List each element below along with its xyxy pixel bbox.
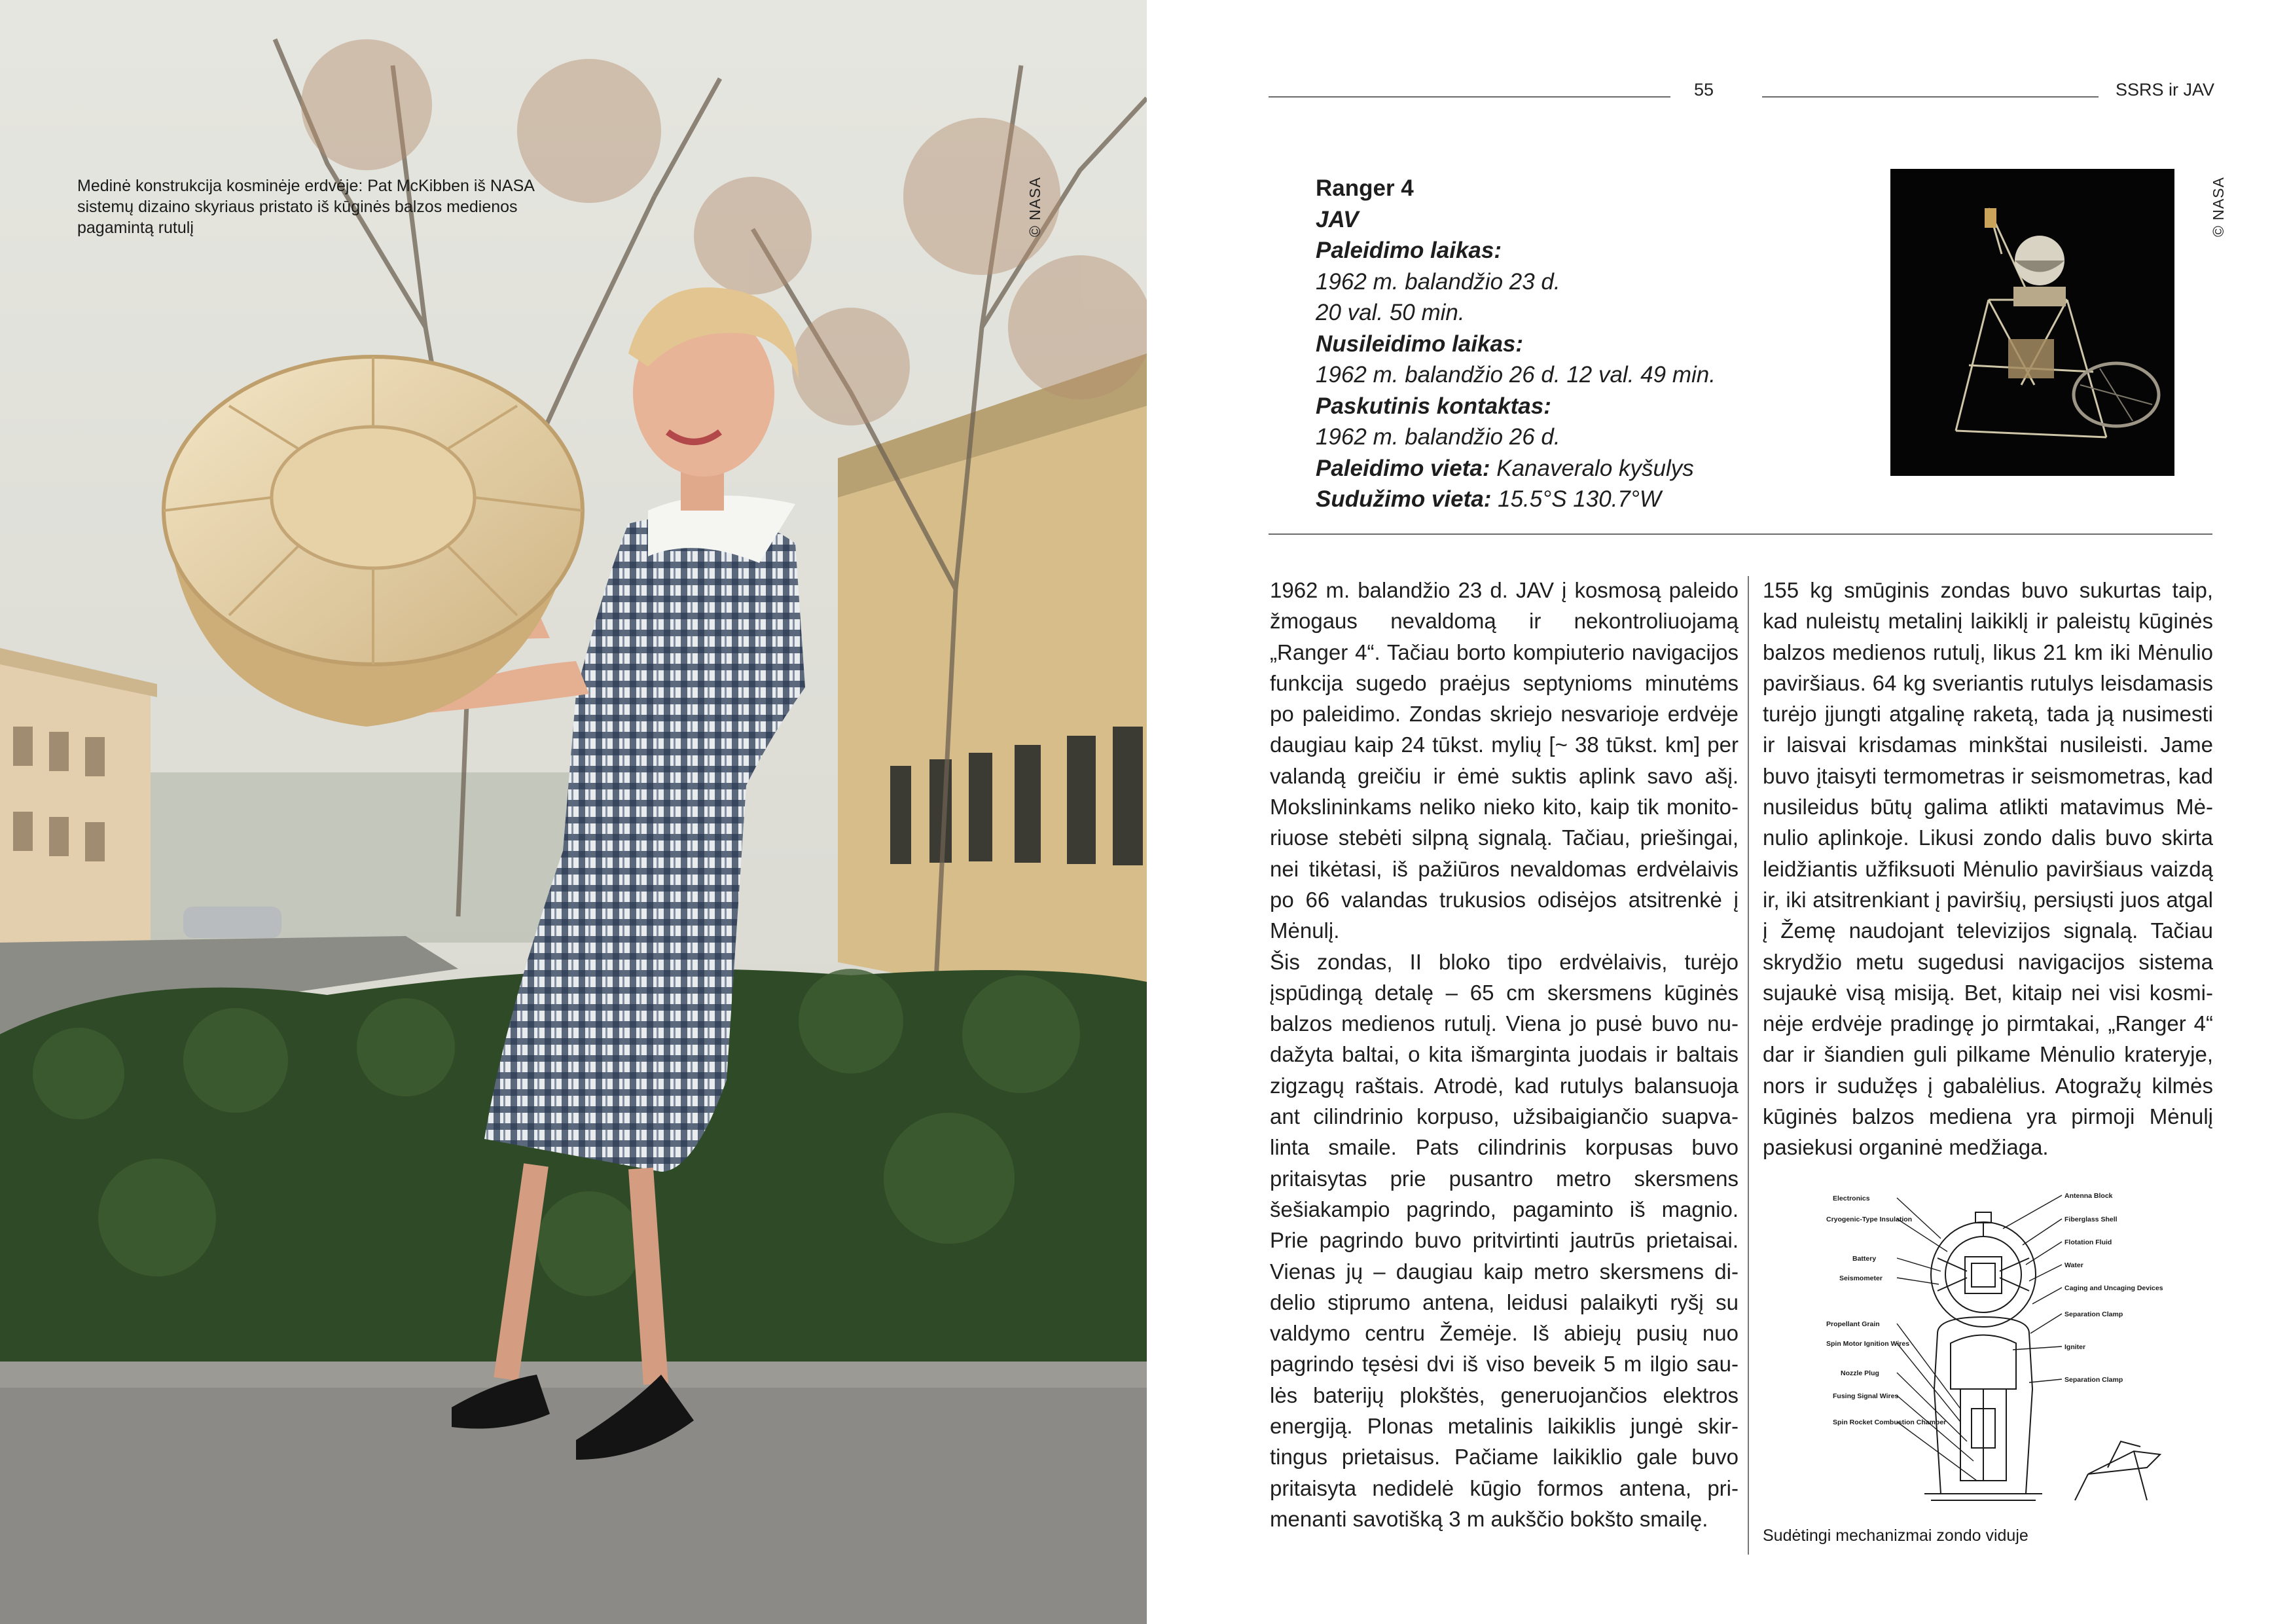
launch-date: 1962 m. balandžio 23 d. xyxy=(1316,268,1560,295)
contact-label: Paskutinis kontaktas: xyxy=(1316,393,1551,419)
ranger-probe-photo xyxy=(1890,169,2174,476)
spec-bottom-rule xyxy=(1269,533,2212,535)
photo-credit: © NASA xyxy=(1026,177,1043,237)
diagram-label: Antenna Block xyxy=(2064,1193,2113,1200)
body-column-left xyxy=(1270,575,1739,1534)
launch-label: Paleidimo laikas: xyxy=(1316,238,1502,263)
paragraph: 1962 m. balandžio 23 d. JAV į kosmosą paleido žmogaus nevaldomą ir nekontroliuojamą „Ranger 4“. Tačiau borto kompiuterio navigacijos funkcija sugedo praėjus septynioms minutėms po paleidimo. Zondas skriejo nesvarioje erdvėje daugiau kaip 24 tūkst. mylių [~ 38 tūkst. km] per valandą greičiu ir ėmė suktis aplink savo ašį. Mokslininkams neliko nieko kito, kaip tik monitoriuose stebėti silpną signalą. Tačiau, priešingai, nei tikėtasi, iš pažiūros nevaldomas erdvėlaivis po 66 valandas trukusios odisėjos atsitrenkė į Mėnulį. xyxy=(1270,578,1739,943)
diagram-label: Nozzle Plug xyxy=(1841,1369,1879,1377)
photo-caption: Medinė konstrukcija kosminėje erdvėje: Pat McKibben iš NASA sistemų dizaino skyriaus pristato iš kūginės balzos medienos pagamintą rutulį xyxy=(77,177,534,237)
column-divider xyxy=(1748,576,1749,1555)
header-rule-left xyxy=(1269,96,1670,98)
diagram-label: Fiberglass Shell xyxy=(2064,1216,2118,1223)
crash-value: 15.5°S 130.7°W xyxy=(1498,486,1661,512)
diagram-label: Cryogenic-Type Insulation xyxy=(1826,1216,1913,1223)
diagram-label: Flotation Fluid xyxy=(2064,1238,2112,1246)
landing-label: Nusileidimo laikas: xyxy=(1316,331,1524,357)
site-label: Paleidimo vieta: xyxy=(1316,455,1490,481)
diagram-label: Igniter xyxy=(2064,1343,2086,1351)
page-number: 55 xyxy=(1694,80,1714,99)
mission-spec xyxy=(1316,173,1905,515)
section-title: SSRS ir JAV xyxy=(2116,80,2215,99)
diagram-label: Separation Clamp xyxy=(2064,1310,2123,1318)
diagram-label: Fusing Signal Wires xyxy=(1833,1392,1899,1400)
diagram-label: Separation Clamp xyxy=(2064,1376,2123,1384)
diagram-label: Water xyxy=(2064,1261,2083,1269)
probe-photo-credit: © NASA xyxy=(2210,177,2227,237)
landing-value: 1962 m. balandžio 26 d. 12 val. 49 min. xyxy=(1316,362,1716,388)
country: JAV xyxy=(1316,206,1359,232)
body-column-right xyxy=(1763,575,2213,1163)
diagram-label: Battery xyxy=(1852,1255,1877,1263)
site-value: Kanaveralo kyšulys xyxy=(1496,455,1694,481)
header-rule-right xyxy=(1762,96,2099,98)
diagram-label: Caging and Uncaging Devices xyxy=(2064,1284,2163,1292)
diagram-label: Seismometer xyxy=(1839,1274,1883,1282)
launch-time: 20 val. 50 min. xyxy=(1316,300,1465,325)
diagram-label: Electronics xyxy=(1833,1195,1870,1202)
diagram-label: Spin Rocket Combustion Chamber xyxy=(1833,1418,1947,1426)
probe-name: Ranger 4 xyxy=(1316,175,1414,201)
probe-cutaway-diagram xyxy=(1826,1193,2180,1520)
diagram-label: Propellant Grain xyxy=(1826,1320,1880,1328)
contact-value: 1962 m. balandžio 26 d. xyxy=(1316,424,1560,450)
crash-label: Sudužimo vieta: xyxy=(1316,486,1492,512)
paragraph: 155 kg smūginis zondas buvo sukurtas taip, kad nuleistų metalinį laikiklį ir paleistų kūginės balzos medienos rutulį, likus 21 km iki Mėnulio paviršiaus. 64 kg sveriantis rutulys leisdamasis turėjo įjungti atgalinę raketą, tada ją nusimesti ir laisvai krisdamas minkštai nusileisti. Jame buvo įtaisyti termometras ir seismometras, kad nusileidus būtų galima atlikti matavimus Mėnulio aplinkoje. Likusi zondo dalis buvo skirta leidžiantis užfiksuoti Mėnulio paviršiaus vaizdą ir, iki atsitrenkiant į paviršių, persiųsti juos atgal į Žemę naudojant televizijos signalą. Tačiau skrydžio metu sugedusi navigacijos sistema sujaukė visą misiją. Bet, kitaip nei visi kosminėje erdvėje pradingę jo pirmtakai, „Ranger 4“ dar ir šiandien guli pilkame Mėnulio krateryje, nors ir sudužęs į gabalėlius. Atogražų kilmės kūginės balzos mediena yra pirmoji Mėnulį pasiekusi organinė medžiaga. xyxy=(1763,578,2213,1160)
diagram-caption: Sudėtingi mechanizmai zondo viduje xyxy=(1763,1526,2028,1545)
paragraph: Šis zondas, II bloko tipo erdvėlaivis, turėjo įspūdingą detalę – 65 cm skersmens kūginės balzos medienos rutulį. Viena jo pusė buvo nudažyta baltai, o kita išmarginta juodais ir baltais zigzagų raštais. Atrodė, kad rutulys balansuoja ant cilindrinio korpuso, užsibaigiančio suapvalinta smaile. Pats cilindrinis korpusas buvo pritaisytas prie pusantro metro skersmens šešiakampio pagrindo, pagaminto iš magnio. Prie pagrindo buvo pritvirtinti jautrūs prietaisai. Vienas jų – daugiau kaip metro skersmens didelio stiprumo antena, leidusi palaikyti ryšį su valdymo centru Žemėje. Iš abiejų pusių nuo pagrindo tęsėsi dvi iš viso beveik 5 m ilgio saulės baterijų plokštės, generuojančios elektros energiją. Plonas metalinis laikiklis jungė skirtingus prietaisus. Pačiame laikiklio gale buvo pritaisyta nedidelė kūgio formos antena, primenanti savotišką 3 m aukščio bokšto smailę. xyxy=(1270,949,1739,1531)
diagram-label: Spin Motor Ignition Wires xyxy=(1826,1340,1910,1348)
